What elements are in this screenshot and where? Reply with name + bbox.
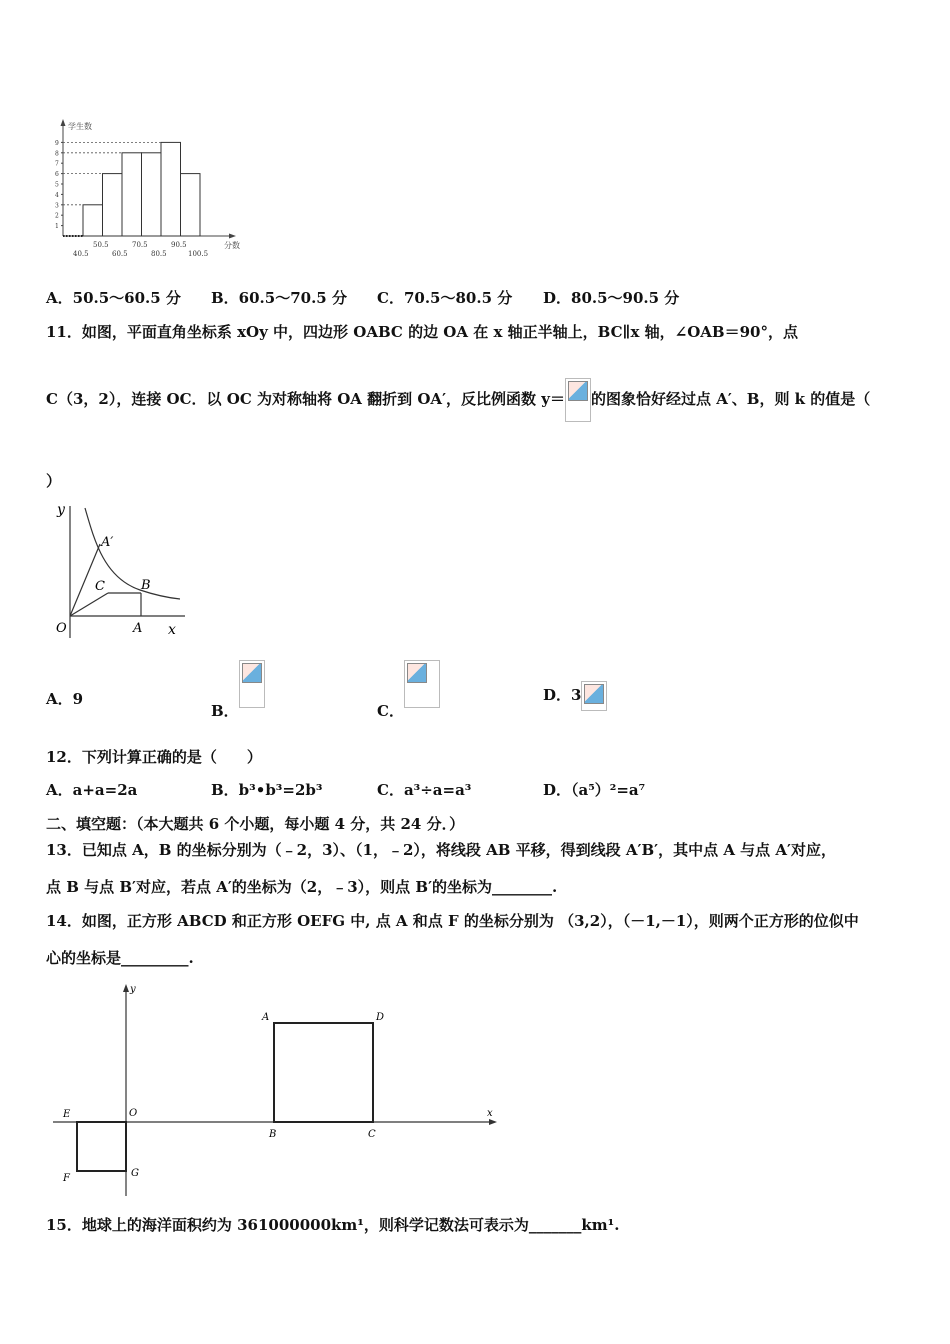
histogram-figure: [48, 116, 248, 264]
q11-label-b: B: [141, 578, 151, 593]
hist-bar: [181, 174, 201, 236]
q11-label-y: y: [57, 502, 65, 518]
q11-figure: [40, 498, 190, 643]
section-heading: 二、填空题：（本大题共 6 个小题，每小题 4 分，共 24 分．）: [46, 815, 465, 833]
q12-stem: 12．下列计算正确的是（ ）: [46, 748, 262, 766]
hist-xtick: 80.5: [151, 250, 167, 258]
hist-ytick-label: 4: [55, 191, 59, 199]
q11-option-b-label: B．: [211, 702, 239, 720]
hist-x-label: 分数: [224, 241, 240, 250]
q12-option-b[interactable]: B．b³•b³=2b³: [211, 781, 323, 799]
hist-ytick-label: 1: [55, 223, 59, 231]
q14-label-g: G: [131, 1168, 139, 1179]
q11-option-a[interactable]: A．9: [46, 690, 84, 708]
hist-bar: [161, 142, 181, 236]
q10-option-c[interactable]: C．70.5～80.5 分: [377, 289, 513, 307]
q10-option-a[interactable]: A．50.5～60.5 分: [46, 289, 181, 307]
hist-xtick: 40.5: [73, 250, 89, 258]
q14-label-c: C: [368, 1129, 376, 1140]
hist-ytick-label: 6: [55, 171, 59, 179]
q12-option-a[interactable]: A．a+a=2a: [46, 781, 138, 799]
q14-line2: 心的坐标是_________.: [46, 949, 194, 967]
hist-xtick: 70.5: [132, 241, 148, 249]
hist-bar: [103, 174, 123, 236]
q10-option-b[interactable]: B．60.5～70.5 分: [211, 289, 347, 307]
hist-bar: [142, 153, 162, 236]
q11-line2-part2: 的图象恰好经过点 A′、B，则 k 的值是（: [590, 390, 871, 408]
q14-label-e: E: [63, 1109, 71, 1120]
hist-ytick-label: 9: [55, 139, 59, 147]
q11-label-a: A: [133, 621, 143, 636]
hist-ytick-label: 8: [55, 150, 59, 158]
q14-label-b: B: [269, 1129, 277, 1140]
broken-image-icon: [404, 660, 440, 708]
hist-bar: [122, 153, 142, 236]
q14-label-x: x: [487, 1108, 493, 1119]
hist-xtick: 90.5: [171, 241, 187, 249]
hist-ytick-label: 7: [55, 160, 59, 168]
q15-text: 15．地球上的海洋面积约为 361000000km¹，则科学记数法可表示为_______km¹.: [46, 1216, 620, 1234]
q13-line1: 13．已知点 A，B 的坐标分别为（﹣2，3）、（1，﹣2），将线段 AB 平移，得到线段 A′B′，其中点 A 与点 A′对应，: [46, 841, 836, 859]
q11-line3: ）: [46, 472, 62, 490]
hist-xtick: 50.5: [93, 241, 109, 249]
broken-image-icon: [581, 681, 607, 711]
q11-line2-part1: C（3，2），连接 OC．以 OC 为对称轴将 OA 翻折到 OA′，反比例函数 y＝: [46, 390, 565, 408]
q11-option-c-label: C．: [377, 702, 404, 720]
q11-line2: [46, 378, 870, 422]
q14-line1: 14．如图，正方形 ABCD 和正方形 OEFG 中, 点 A 和点 F 的坐标分别为 （3,2），（－1,－1），则两个正方形的位似中: [46, 912, 859, 930]
q14-label-a: A: [262, 1012, 270, 1023]
hist-ytick-label: 5: [55, 181, 59, 189]
q11-option-c[interactable]: [377, 660, 440, 720]
q12-option-c[interactable]: C．a³÷a=a³: [377, 781, 472, 799]
q12-option-d[interactable]: D．（a⁵）²=a⁷: [543, 781, 646, 799]
q11-line1: 11．如图，平面直角坐标系 xOy 中，四边形 OABC 的边 OA 在 x 轴正半轴上，BC∥x 轴，∠OAB＝90°，点: [46, 323, 798, 341]
q14-label-f: F: [63, 1173, 70, 1184]
q14-label-o: O: [129, 1108, 138, 1119]
q14-label-y: y: [130, 984, 136, 995]
q11-label-c: C: [95, 579, 105, 594]
broken-image-icon: [565, 378, 591, 422]
q11-label-x: x: [168, 622, 176, 638]
q11-label-a-prime: A′: [101, 535, 114, 550]
hist-xtick: 60.5: [112, 250, 128, 258]
q11-option-d[interactable]: [543, 681, 607, 711]
broken-image-icon: [239, 660, 265, 708]
q10-option-d[interactable]: D．80.5～90.5 分: [543, 289, 680, 307]
q13-line2: 点 B 与点 B′对应，若点 A′的坐标为（2，﹣3），则点 B′的坐标为________.: [46, 878, 558, 896]
q11-option-d-label: D．3: [543, 686, 582, 704]
q11-option-b[interactable]: [211, 660, 265, 720]
hist-y-label: 学生数: [68, 122, 92, 131]
hist-ytick-label: 3: [55, 202, 59, 210]
q11-label-o: O: [56, 621, 67, 636]
hist-ytick-label: 2: [55, 212, 59, 220]
hist-bar: [83, 205, 103, 236]
q14-figure: [48, 980, 503, 1202]
q14-label-d: D: [376, 1012, 385, 1023]
hist-xtick: 100.5: [188, 250, 209, 258]
